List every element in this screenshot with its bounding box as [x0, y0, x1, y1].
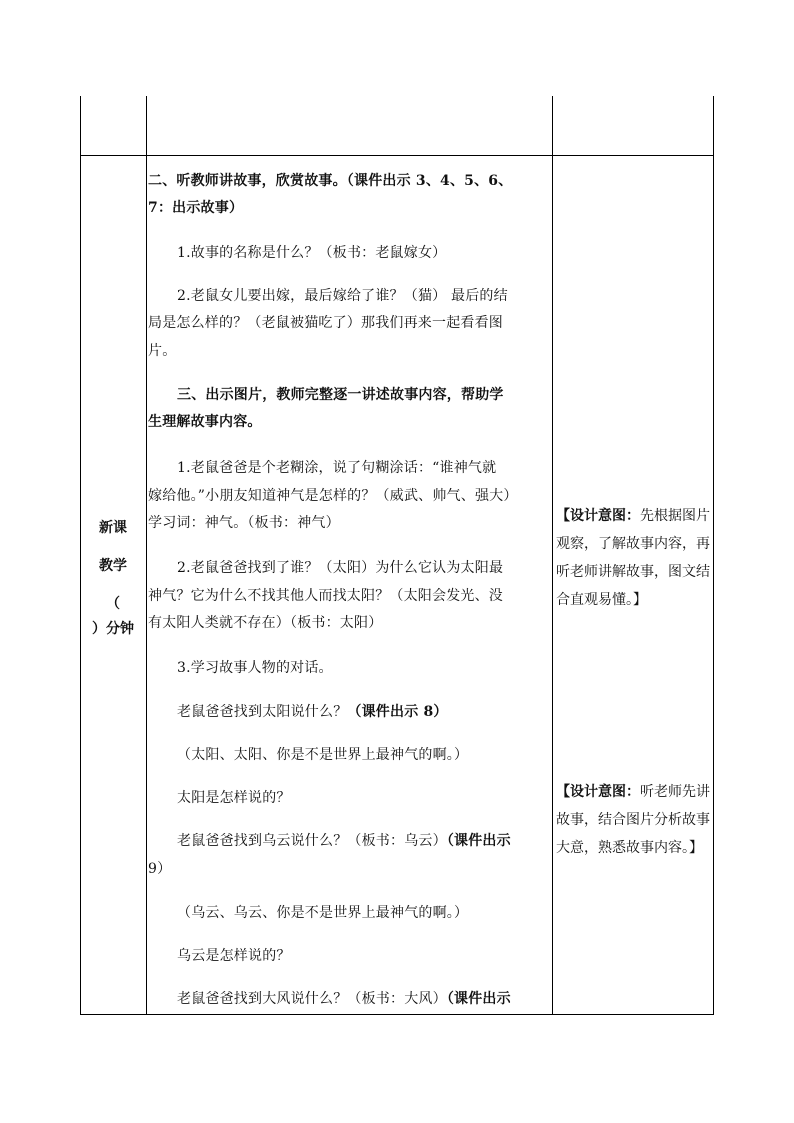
- question-2-line1: 2.老鼠女儿要出嫁，最后嫁给了谁？（猫） 最后的结: [177, 288, 508, 304]
- dialogue-4: [177, 833, 511, 850]
- point-1-line1: 1.老鼠爸爸是个老糊涂，说了句糊涂话：“谁神气就: [177, 460, 497, 476]
- question-2-line2: 局是怎么样的？（老鼠被猫吃了）那我们再来一起看看图: [148, 315, 503, 331]
- table-border-left: [80, 96, 81, 1015]
- dialogue-7-courseware: （课件出示: [446, 991, 511, 1007]
- dialogue-7: [177, 991, 511, 1008]
- table-divider-1: [146, 96, 147, 1015]
- dialogue-3: 太阳是怎样说的？: [177, 790, 291, 806]
- table-divider-2: [552, 96, 553, 1015]
- point-2-line3: 有太阳人类就不存在）（板书：太阳）: [148, 615, 383, 631]
- section-label-line3: （: [106, 596, 120, 612]
- dialogue-6: 乌云是怎样说的？: [177, 948, 291, 964]
- heading-2-line1: 二、听教师讲故事，欣赏故事。（课件出示 3、4、5、6、: [148, 173, 513, 189]
- point-3: 3.学习故事人物的对话。: [177, 660, 333, 676]
- point-1-line2: 嫁给他。”小朋友知道神气是怎样的？（威武、帅气、强大）: [148, 488, 518, 504]
- point-1-line3: 学习词：神气。（板书：神气）: [148, 515, 340, 531]
- question-1: 1.故事的名称是什么？（板书：老鼠嫁女）: [177, 245, 447, 261]
- dialogue-7-text: 老鼠爸爸找到大风说什么？（板书：大风）: [177, 991, 447, 1007]
- design-intent-1-text: 先根据图片观察，了解故事内容，再听老师讲解故事，图文结合直观易懂。】: [556, 508, 710, 608]
- design-intent-1-label: 【设计意图：: [556, 508, 640, 524]
- point-2-line1: 2.老鼠爸爸找到了谁？（太阳）为什么它认为太阳最: [177, 560, 504, 576]
- dialogue-1-courseware: （课件出示 8）: [347, 704, 448, 720]
- design-intent-2-text: 听老师先讲故事，结合图片分析故事大意，熟悉故事内容。】: [556, 784, 710, 856]
- table-border-right: [713, 96, 714, 1015]
- section-label-line4: ）分钟: [92, 621, 134, 637]
- dialogue-1-text: 老鼠爸爸找到太阳说什么？: [177, 704, 348, 720]
- heading-3-line1: 三、出示图片，教师完整逐一讲述故事内容，帮助学: [177, 387, 504, 403]
- heading-2-line2: 7：出示故事）: [148, 200, 244, 216]
- table-border-bottom: [80, 1014, 714, 1015]
- design-intent-note-1: [556, 502, 712, 614]
- design-intent-2-label: 【设计意图：: [556, 784, 640, 800]
- question-2-line3: 片。: [148, 343, 177, 359]
- dialogue-1: [177, 704, 448, 721]
- design-intent-note-2: [556, 778, 712, 862]
- section-label-line2: 教学: [99, 558, 127, 574]
- dialogue-5: （乌云、乌云、你是不是世界上最神气的啊。）: [177, 905, 469, 921]
- dialogue-2: （太阳、太阳、你是不是世界上最神气的啊。）: [177, 747, 469, 763]
- point-2-line2: 神气？它为什么不找其他人而找太阳？（太阳会发光、没: [148, 588, 503, 604]
- dialogue-4-courseware: （课件出示: [446, 833, 511, 849]
- dialogue-4-continued: 9）: [148, 861, 172, 877]
- section-label-line1: 新课: [99, 520, 127, 536]
- table-row-divider: [80, 155, 714, 156]
- dialogue-4-text: 老鼠爸爸找到乌云说什么？（板书：乌云）: [177, 833, 447, 849]
- heading-3-line2: 生理解故事内容。: [148, 414, 262, 430]
